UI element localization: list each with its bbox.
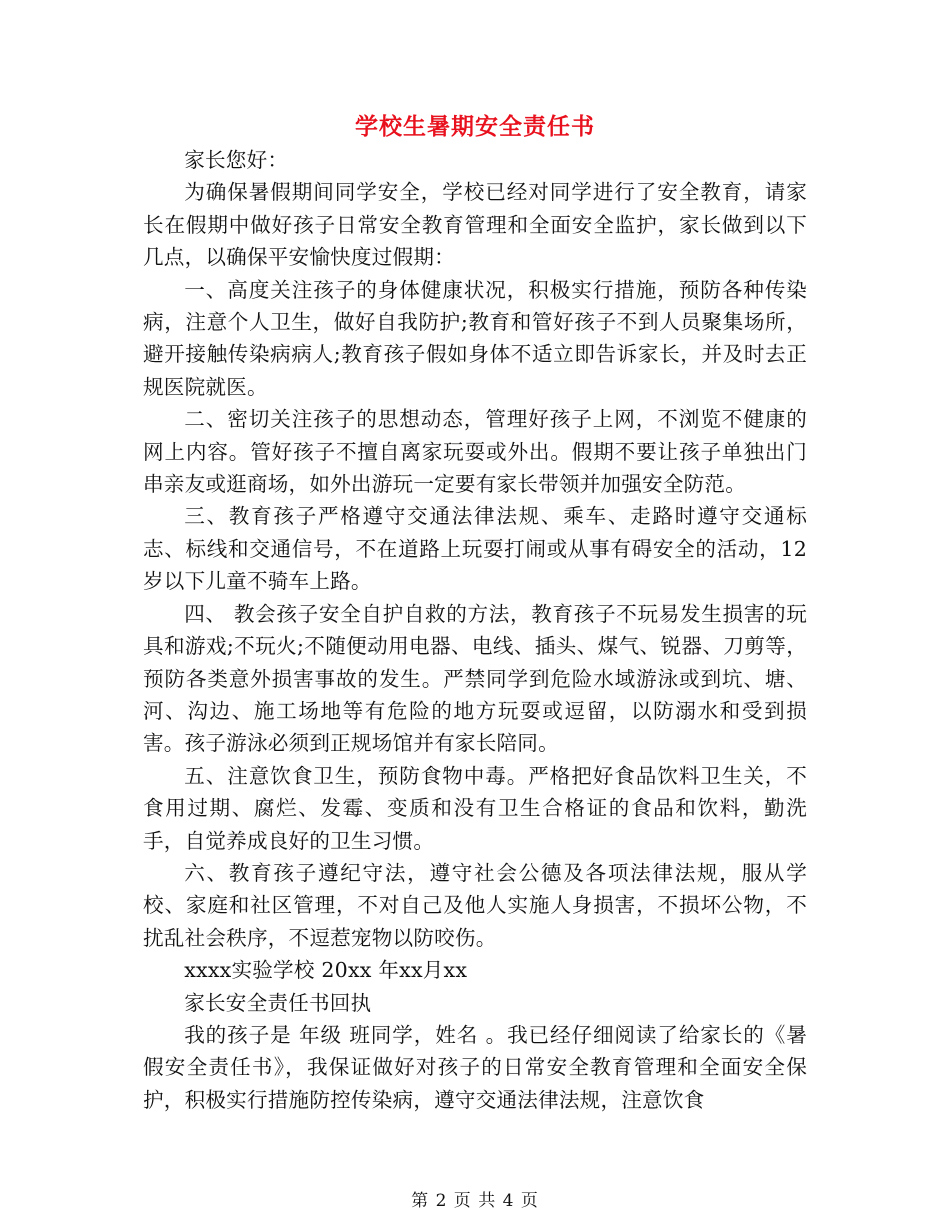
signature-line: xxxx实验学校 20xx 年xx月xx [184, 958, 468, 983]
item-2-paragraph: 二、密切关注孩子的思想动态，管理好孩子上网，不浏览不健康的网上内容。管好孩子不擅自离家玩耍或外出。假期不要让孩子单独出门串亲友或逛商场，如外出游玩一定要有家长带领并加强安全防范。 [143, 407, 807, 497]
document-title: 学校生暑期安全责任书 [355, 113, 595, 140]
greeting: 家长您好： [184, 148, 289, 172]
item-5-paragraph: 五、注意饮食卫生，预防食物中毒。严格把好食品饮料卫生关，不食用过期、腐烂、发霉、变质和没有卫生合格证的食品和饮料，勤洗手，自觉养成良好的卫生习惯。 [143, 763, 807, 853]
receipt-paragraph: 我的孩子是 年级 班同学，姓名 。我已经仔细阅读了给家长的《暑假安全责任书》，我保证做好对孩子的日常安全教育管理和全面安全保护，积极实行措施防控传染病，遵守交通法律法规，注意饮食 [143, 1022, 807, 1112]
item-6-paragraph: 六、教育孩子遵纪守法，遵守社会公德及各项法律法规，服从学校、家庭和社区管理，不对自己及他人实施人身损害，不损坏公物，不扰乱社会秩序，不逗惹宠物以防咬伤。 [143, 860, 807, 950]
receipt-heading: 家长安全责任书回执 [184, 990, 372, 1015]
document-body [143, 144, 807, 1116]
item-1-paragraph: 一、高度关注孩子的身体健康状况，积极实行措施，预防各种传染病，注意个人卫生，做好自我防护;教育和管好孩子不到人员聚集场所，避开接触传染病病人;教育孩子假如身体不适立即告诉家长，并及时去正规医院就医。 [143, 277, 807, 399]
page-footer: 第 2 页 共 4 页 [411, 1191, 539, 1211]
item-3-paragraph: 三、教育孩子严格遵守交通法律法规、乘车、走路时遵守交通标志、标线和交通信号，不在道路上玩耍打闹或从事有碍安全的活动，12岁以下儿童不骑车上路。 [143, 504, 807, 594]
item-4-paragraph: 四、 教会孩子安全自护自救的方法，教育孩子不玩易发生损害的玩具和游戏;不玩火;不随便动用电器、电线、插头、煤气、锐器、刀剪等，预防各类意外损害事故的发生。严禁同学到危险水域游泳或到坑、塘、河、沟边、施工场地等有危险的地方玩耍或逗留，以防溺水和受到损害。孩子游泳必须到正规场馆并有家长陪同。 [143, 601, 807, 756]
intro-paragraph: 为确保暑假期间同学安全，学校已经对同学进行了安全教育，请家长在假期中做好孩子日常安全教育管理和全面安全监护，家长做到以下几点，以确保平安愉快度过假期： [143, 180, 807, 270]
